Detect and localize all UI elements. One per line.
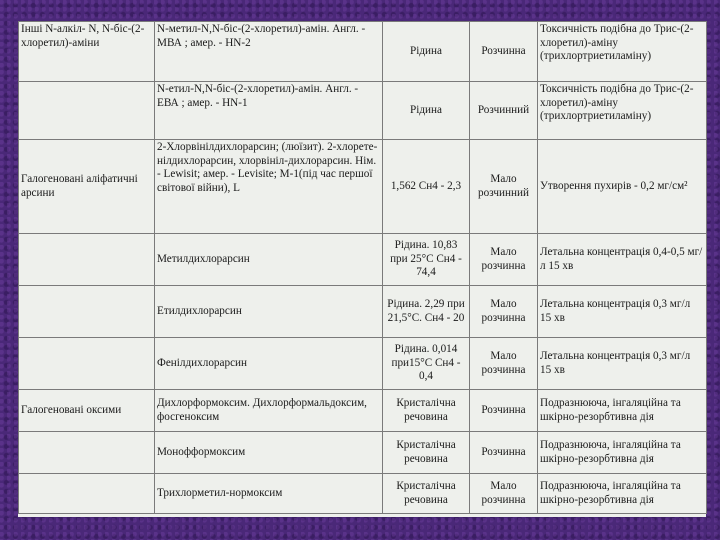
toxicity-cell: Подразнююча, інгаляційна та шкірно-резорбтивна дія xyxy=(538,390,707,432)
solubility-cell: Розчинна xyxy=(470,390,538,432)
state-cell: Рідина xyxy=(383,22,470,82)
toxicity-cell: Летальна концентрація 0,3 мг/л 15 хв xyxy=(538,286,707,338)
table-row xyxy=(19,22,707,82)
table-row xyxy=(19,432,707,474)
state-cell: Рідина. 0,014 при15°С Сн4 - 0,4 xyxy=(383,338,470,390)
solubility-cell: Мало розчинна xyxy=(470,286,538,338)
table-row xyxy=(19,338,707,390)
solubility-cell: Мало розчинний xyxy=(470,140,538,234)
table-row xyxy=(19,82,707,140)
group-cell xyxy=(19,338,155,390)
state-cell: Рідина. 10,83 при 25°С Сн4 - 74,4 xyxy=(383,234,470,286)
group-cell: Інші N-алкіл- N, N-біс-(2-хлоретил)-аміни xyxy=(19,22,155,82)
group-cell xyxy=(19,82,155,140)
table-row xyxy=(19,234,707,286)
group-cell xyxy=(19,432,155,474)
agent-name-cell: Дихлорформоксим. Дихлорформальдоксим, фосгеноксим xyxy=(155,390,383,432)
slide xyxy=(18,21,706,517)
toxicity-cell: Токсичність подібна до Трис-(2-хлоретил)-аміну (трихлортриетиламіну) xyxy=(538,82,707,140)
state-cell: Кристалічна речовина xyxy=(383,474,470,514)
agent-name-cell: Етилдихлорарсин xyxy=(155,286,383,338)
agents-table xyxy=(18,21,707,514)
table-row xyxy=(19,390,707,432)
state-cell: Рідина xyxy=(383,82,470,140)
agent-name-cell: Метилдихлорарсин xyxy=(155,234,383,286)
state-cell: Кристалічна речовина xyxy=(383,432,470,474)
solubility-cell: Мало розчинна xyxy=(470,338,538,390)
group-cell xyxy=(19,234,155,286)
group-cell xyxy=(19,286,155,338)
state-cell: 1,562 Сн4 - 2,3 xyxy=(383,140,470,234)
table-row xyxy=(19,286,707,338)
toxicity-cell: Подразнююча, інгаляційна та шкірно-резорбтивна дія xyxy=(538,474,707,514)
group-cell xyxy=(19,474,155,514)
toxicity-cell: Токсичність подібна до Трис-(2-хлоретил)-аміну (трихлортриетиламіну) xyxy=(538,22,707,82)
table-row xyxy=(19,140,707,234)
table-row xyxy=(19,474,707,514)
group-cell: Галогеновані аліфатичні арсини xyxy=(19,140,155,234)
agent-name-cell: N-метил-N,N-біс-(2-хлоретил)-амін. Англ. - МВА ; амер. - HN-2 xyxy=(155,22,383,82)
agent-name-cell: Трихлорметил-нормоксим xyxy=(155,474,383,514)
solubility-cell: Розчинний xyxy=(470,82,538,140)
agent-name-cell: N-етил-N,N-біс-(2-хлоретил)-амін. Англ. - ЕВА ; амер. - HN-1 xyxy=(155,82,383,140)
agent-name-cell: 2-Хлорвінілдихлорарсин; (люїзит). 2-хлорете-нілдихлорарсин, хлорвініл-дихлорарсин. Нім. - Lewisit; амер. - Levisite; М-1(під час першої світової війни), L xyxy=(155,140,383,234)
solubility-cell: Розчинна xyxy=(470,432,538,474)
state-cell: Рідина. 2,29 при 21,5°С. Сн4 - 20 xyxy=(383,286,470,338)
toxicity-cell: Утворення пухирів - 0,2 мг/см² xyxy=(538,140,707,234)
agent-name-cell: Монофформоксим xyxy=(155,432,383,474)
state-cell: Кристалічна речовина xyxy=(383,390,470,432)
solubility-cell: Розчинна xyxy=(470,22,538,82)
toxicity-cell: Летальна концентрація 0,4-0,5 мг/л 15 хв xyxy=(538,234,707,286)
toxicity-cell: Подразнююча, інгаляційна та шкірно-резорбтивна дія xyxy=(538,432,707,474)
group-cell: Галогеновані оксими xyxy=(19,390,155,432)
agent-name-cell: Фенілдихлорарсин xyxy=(155,338,383,390)
toxicity-cell: Летальна концентрація 0,3 мг/л 15 хв xyxy=(538,338,707,390)
solubility-cell: Мало розчинна xyxy=(470,234,538,286)
solubility-cell: Мало розчинна xyxy=(470,474,538,514)
